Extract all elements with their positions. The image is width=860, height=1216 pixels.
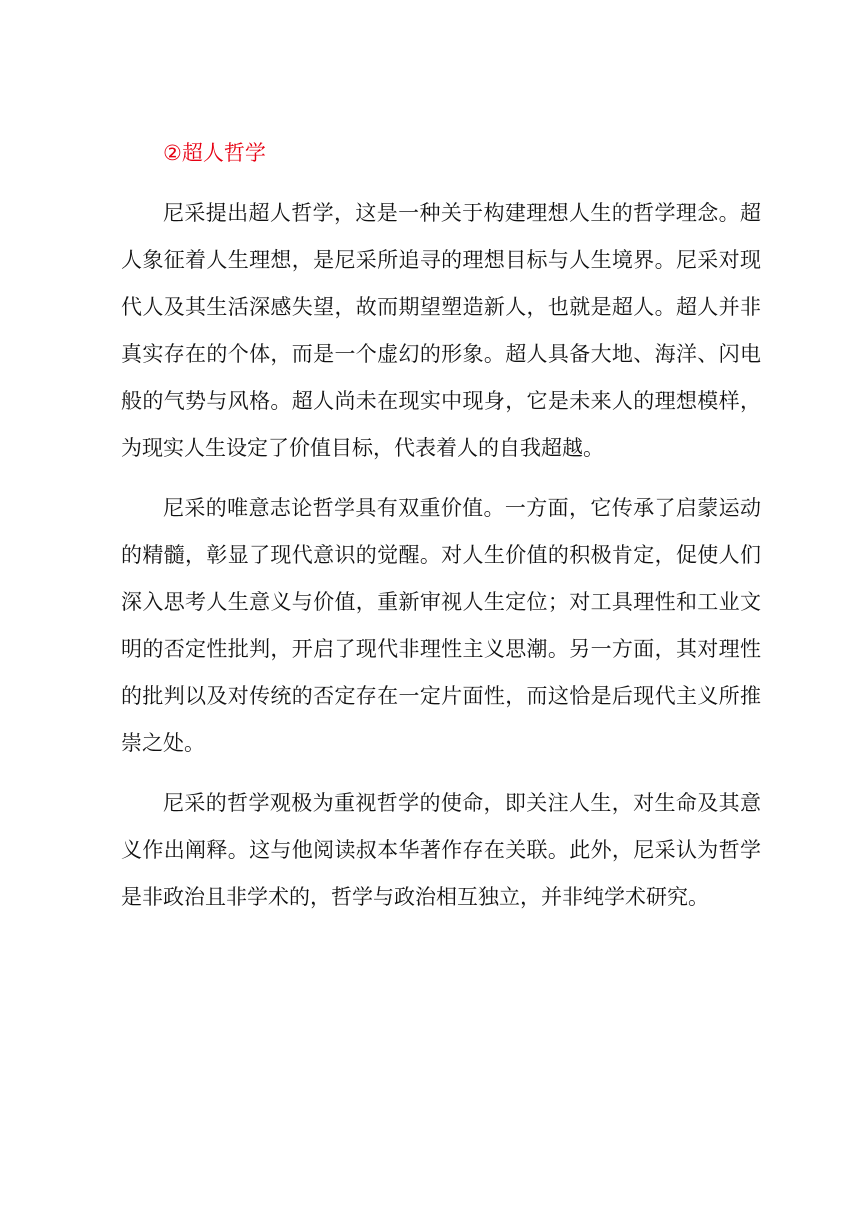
document-body — [121, 130, 761, 934]
paragraph-philosophy-view: 尼采的哲学观极为重视哲学的使命，即关注人生，对生命及其意义作出阐释。这与他阅读叔本华著作存在关联。此外，尼采认为哲学是非政治且非学术的，哲学与政治相互独立，并非纯学术研究。 — [121, 791, 761, 909]
section-heading: ②超人哲学 — [163, 141, 266, 165]
paragraph-dual-value: 尼采的唯意志论哲学具有双重价值。一方面，它传承了启蒙运动的精髓，彰显了现代意识的觉醒。对人生价值的积极肯定，促使人们深入思考人生意义与价值，重新审视人生定位；对工具理性和工业文明的否定性批判，开启了现代非理性主义思潮。另一方面，其对理性的批判以及对传统的否定存在一定片面性，而这恰是后现代主义所推崇之处。 — [121, 496, 761, 755]
paragraph-superman: 尼采提出超人哲学，这是一种关于构建理想人生的哲学理念。超人象征着人生理想，是尼采所追寻的理想目标与人生境界。尼采对现代人及其生活深感失望，故而期望塑造新人，也就是超人。超人并非真实存在的个体，而是一个虚幻的形象。超人具备大地、海洋、闪电般的气势与风格。超人尚未在现实中现身，它是未来人的理想模样，为现实人生设定了价值目标，代表着人的自我超越。 — [121, 201, 761, 460]
